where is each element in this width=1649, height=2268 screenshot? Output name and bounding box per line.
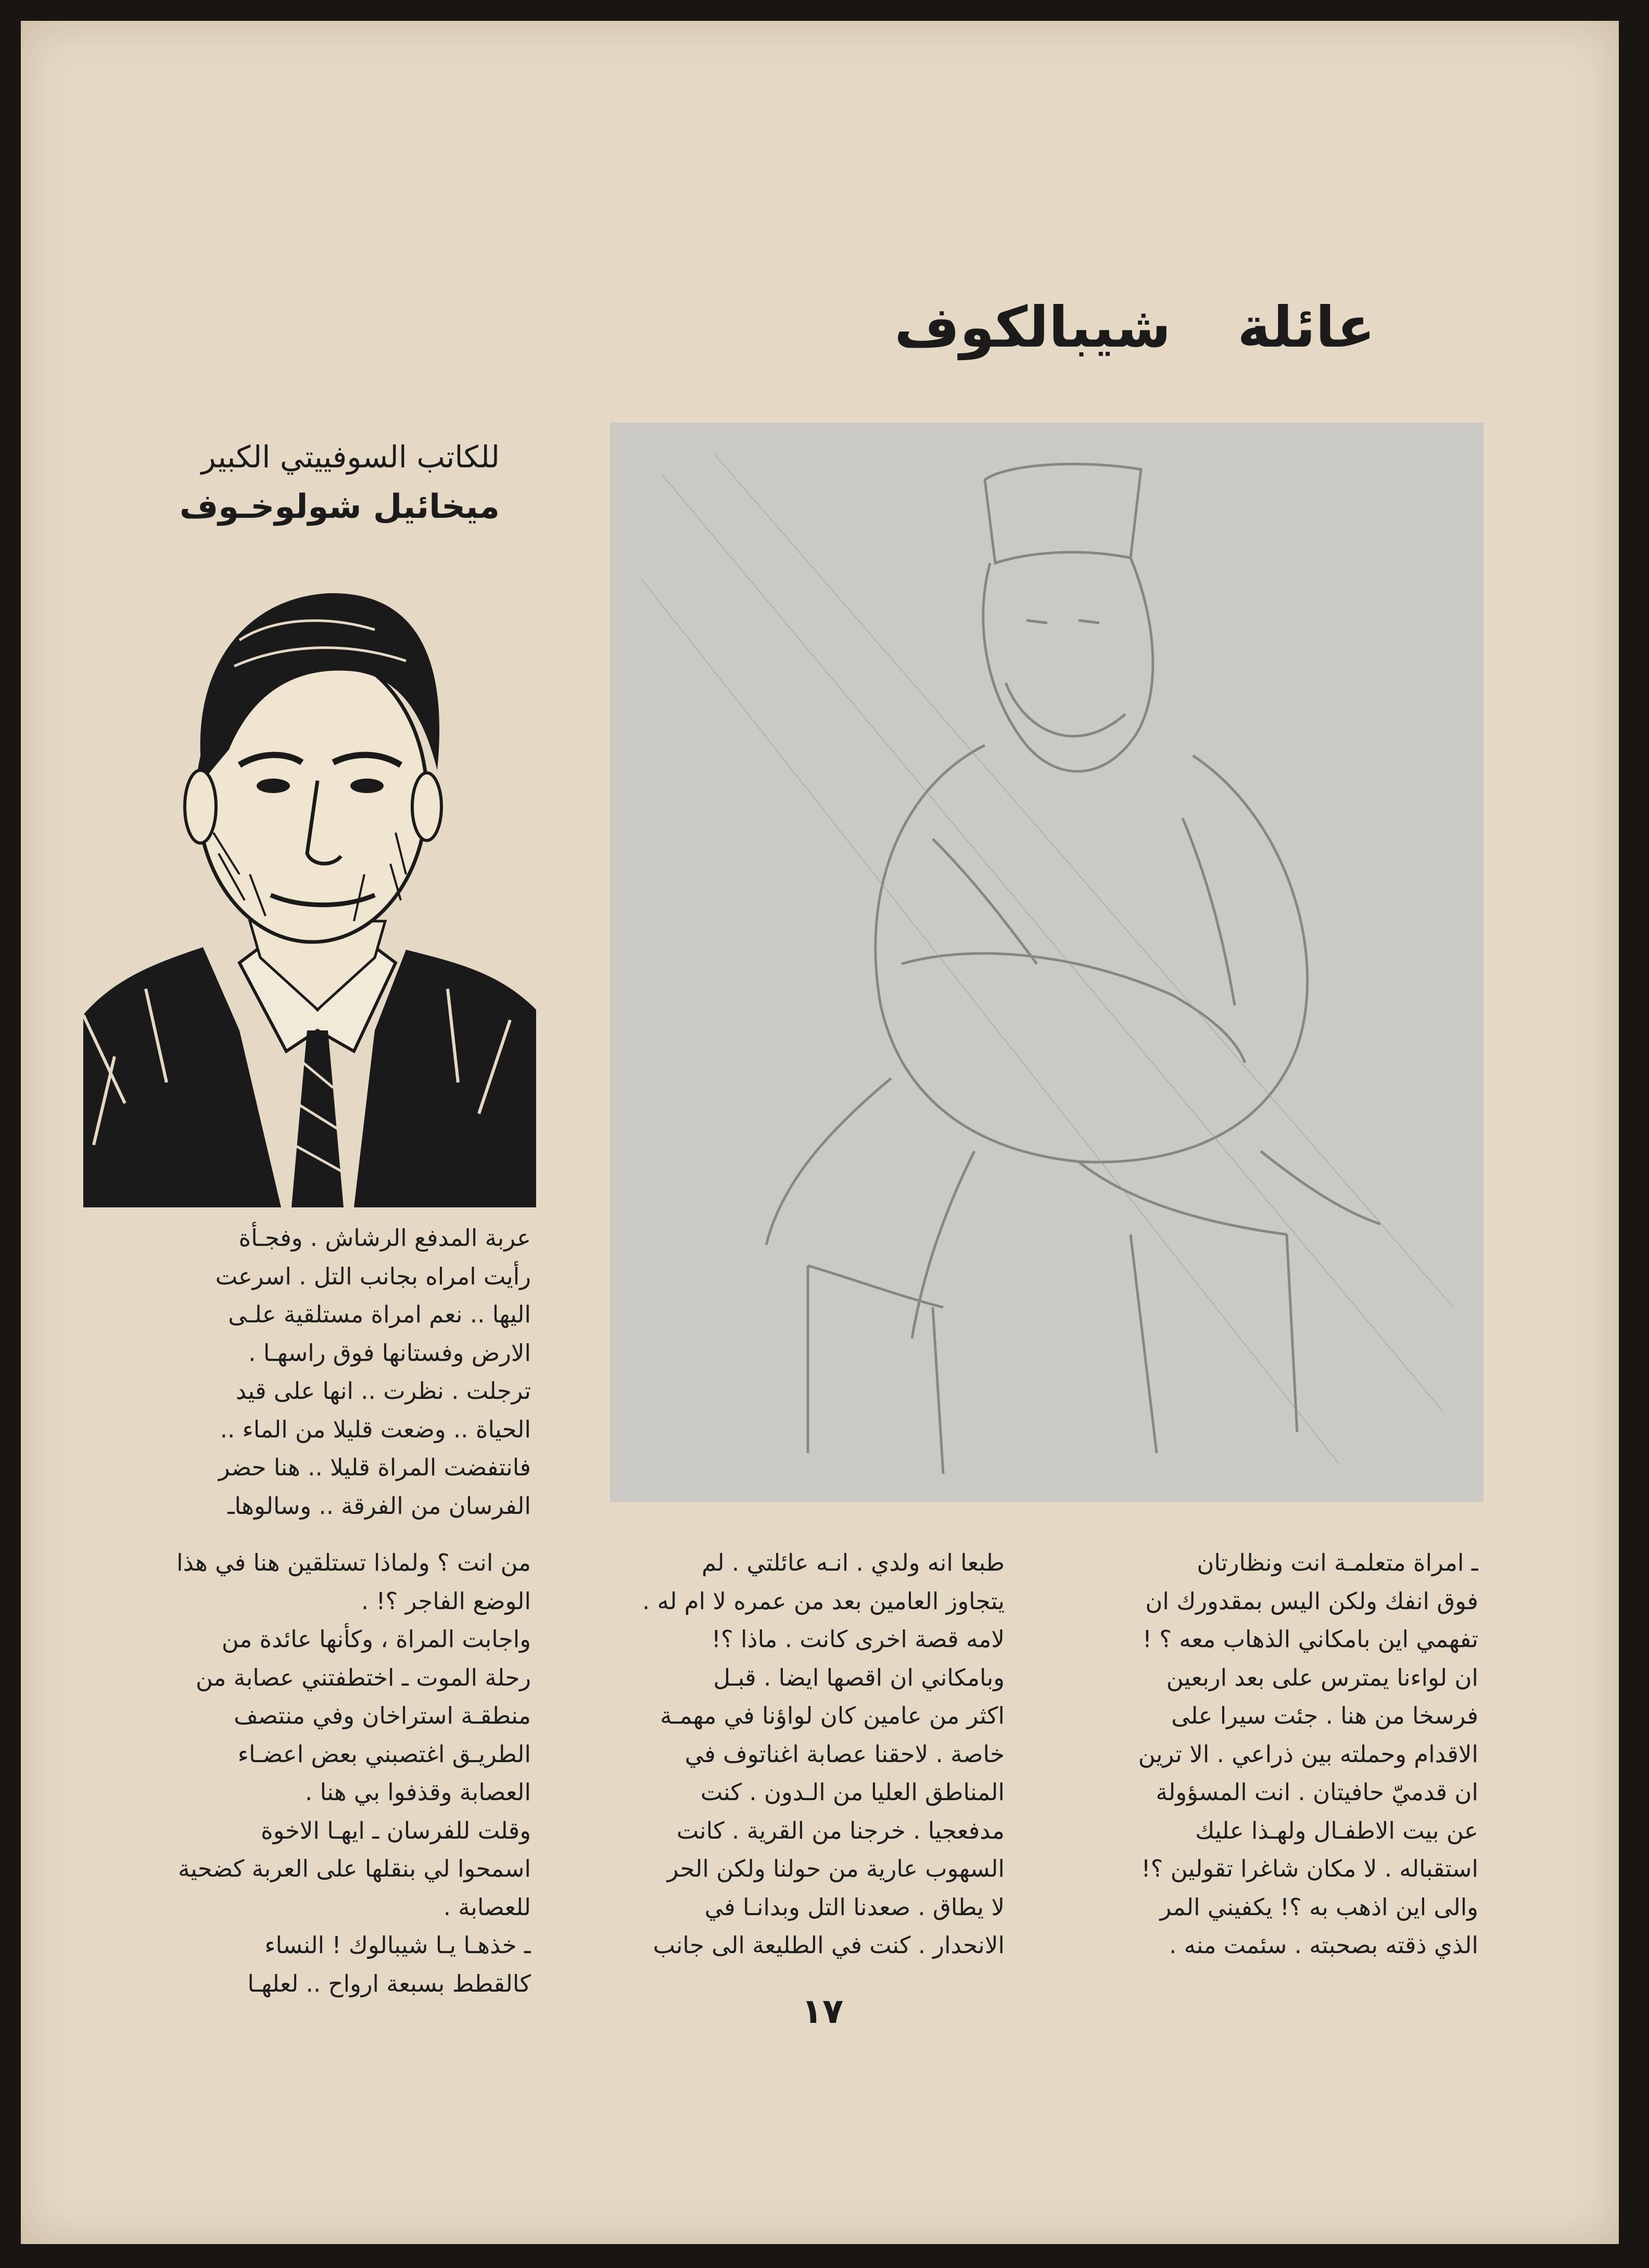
text-line: فانتفضت المراة قليلا .. هنا حضر <box>218 1454 531 1481</box>
text-line: الحياة .. وضعت قليلا من الماء .. <box>220 1415 531 1443</box>
text-line: اليها .. نعم امراة مستلقية علـى <box>228 1301 531 1328</box>
text-line: فرسخا من هنا . جئت سيرا على <box>1171 1702 1478 1729</box>
text-line: الارض وفستانها فوق راسهـا . <box>248 1339 531 1367</box>
text-line: الانحدار . كنت في الطليعة الى جانب <box>653 1931 1005 1959</box>
text-line: لامه قصة اخرى كانت . ماذا ؟! <box>711 1625 1005 1653</box>
text-line: استقباله . لا مكان شاغرا تقولين ؟! <box>1141 1855 1478 1882</box>
text-line: ـ امراة متعلمـة انت ونظارتان <box>1197 1549 1478 1576</box>
author-portrait <box>83 562 536 1207</box>
text-line: رأيت امراه بجانب التل . اسرعت <box>215 1262 531 1290</box>
text-line: اسمحوا لي بنقلها على العربة كضحية <box>178 1855 531 1882</box>
illustration-sketch <box>610 423 1483 1502</box>
text-column-right <box>1031 1544 1478 1965</box>
text-line: عربة المدفع الرشاش . وفجـأة <box>238 1224 531 1252</box>
text-line: الذي ذقته بصحبته . سئمت منه . <box>1169 1931 1478 1959</box>
text-line: من انت ؟ ولماذا تستلقين هنا في هذا <box>176 1549 531 1576</box>
text-line: والى اين اذهب به ؟! يكفيني المر <box>1160 1893 1478 1921</box>
text-line: رحلة الموت ـ اختطفتني عصابة من <box>196 1663 531 1691</box>
text-line: تفهمي اين بامكاني الذهاب معه ؟ ! <box>1142 1625 1478 1653</box>
text-line: الاقدام وحملته بين ذراعي . الا ترين <box>1138 1740 1478 1768</box>
text-line: الفرسان من الفرقة .. وسالوهاـ <box>227 1492 531 1520</box>
text-line: عن بيت الاطفـال ولهـذا عليك <box>1195 1816 1478 1844</box>
text-line: وقلت للفرسان ـ ايهـا الاخوة <box>261 1816 531 1844</box>
text-line: يتجاوز العامين بعد من عمره لا ام له . <box>642 1587 1005 1615</box>
text-line: منطقـة استراخان وفي منتصف <box>234 1702 531 1729</box>
text-line: طبعا انه ولدي . انـه عائلتي . لم <box>701 1549 1005 1576</box>
text-line: ان لواءنا يمترس على بعد اربعين <box>1166 1663 1478 1691</box>
text-line: فوق انفك ولكن اليس بمقدورك ان <box>1145 1587 1478 1615</box>
text-line: الوضع الفاجر ؟! . <box>361 1587 531 1615</box>
text-column-left-lower <box>83 1544 531 2003</box>
text-line: واجابت المراة ، وكأنها عائدة من <box>221 1625 531 1653</box>
text-column-middle <box>521 1544 1005 1965</box>
page-number: ١٧ <box>801 1991 844 2031</box>
text-line: خاصة . لاحقنا عصابة اغناتوف في <box>684 1740 1005 1768</box>
text-line: المناطق العليا من الـدون . كنت <box>700 1778 1005 1806</box>
byline-subtitle: للكاتب السوفييتي الكبير <box>201 439 500 475</box>
text-line: ـ خذهـا يـا شيبالوك ! النساء <box>264 1931 531 1959</box>
text-line: السهوب عارية من حولنا ولكن الحر <box>667 1855 1005 1882</box>
text-line: لا يطاق . صعدنا التل وبدانـا في <box>704 1893 1005 1921</box>
text-line: وبامكاني ان اقصها ايضا . قبـل <box>713 1663 1005 1691</box>
text-line: كالقطط بسبعة ارواح .. لعلهـا <box>247 1969 531 1997</box>
text-line: اكثر من عامين كان لواؤنا في مهمـة <box>660 1702 1005 1729</box>
article-title: عائلة شيبالكوف <box>894 295 1375 360</box>
text-line: الطريـق اغتصبني بعض اعضـاء <box>237 1740 531 1768</box>
byline-author: ميخائيل شولوخـوف <box>179 488 500 526</box>
text-line: ان قدميّ حافيتان . انت المسؤولة <box>1156 1778 1478 1806</box>
text-column-left-upper <box>83 1219 531 1525</box>
text-line: العصابة وقذفوا بي هنا . <box>305 1778 531 1806</box>
text-line: مدفعجيا . خرجنا من القرية . كانت <box>676 1816 1005 1844</box>
text-line: ترجلت . نظرت .. انها على قيد <box>235 1377 531 1405</box>
text-line: للعصابة . <box>443 1893 531 1921</box>
